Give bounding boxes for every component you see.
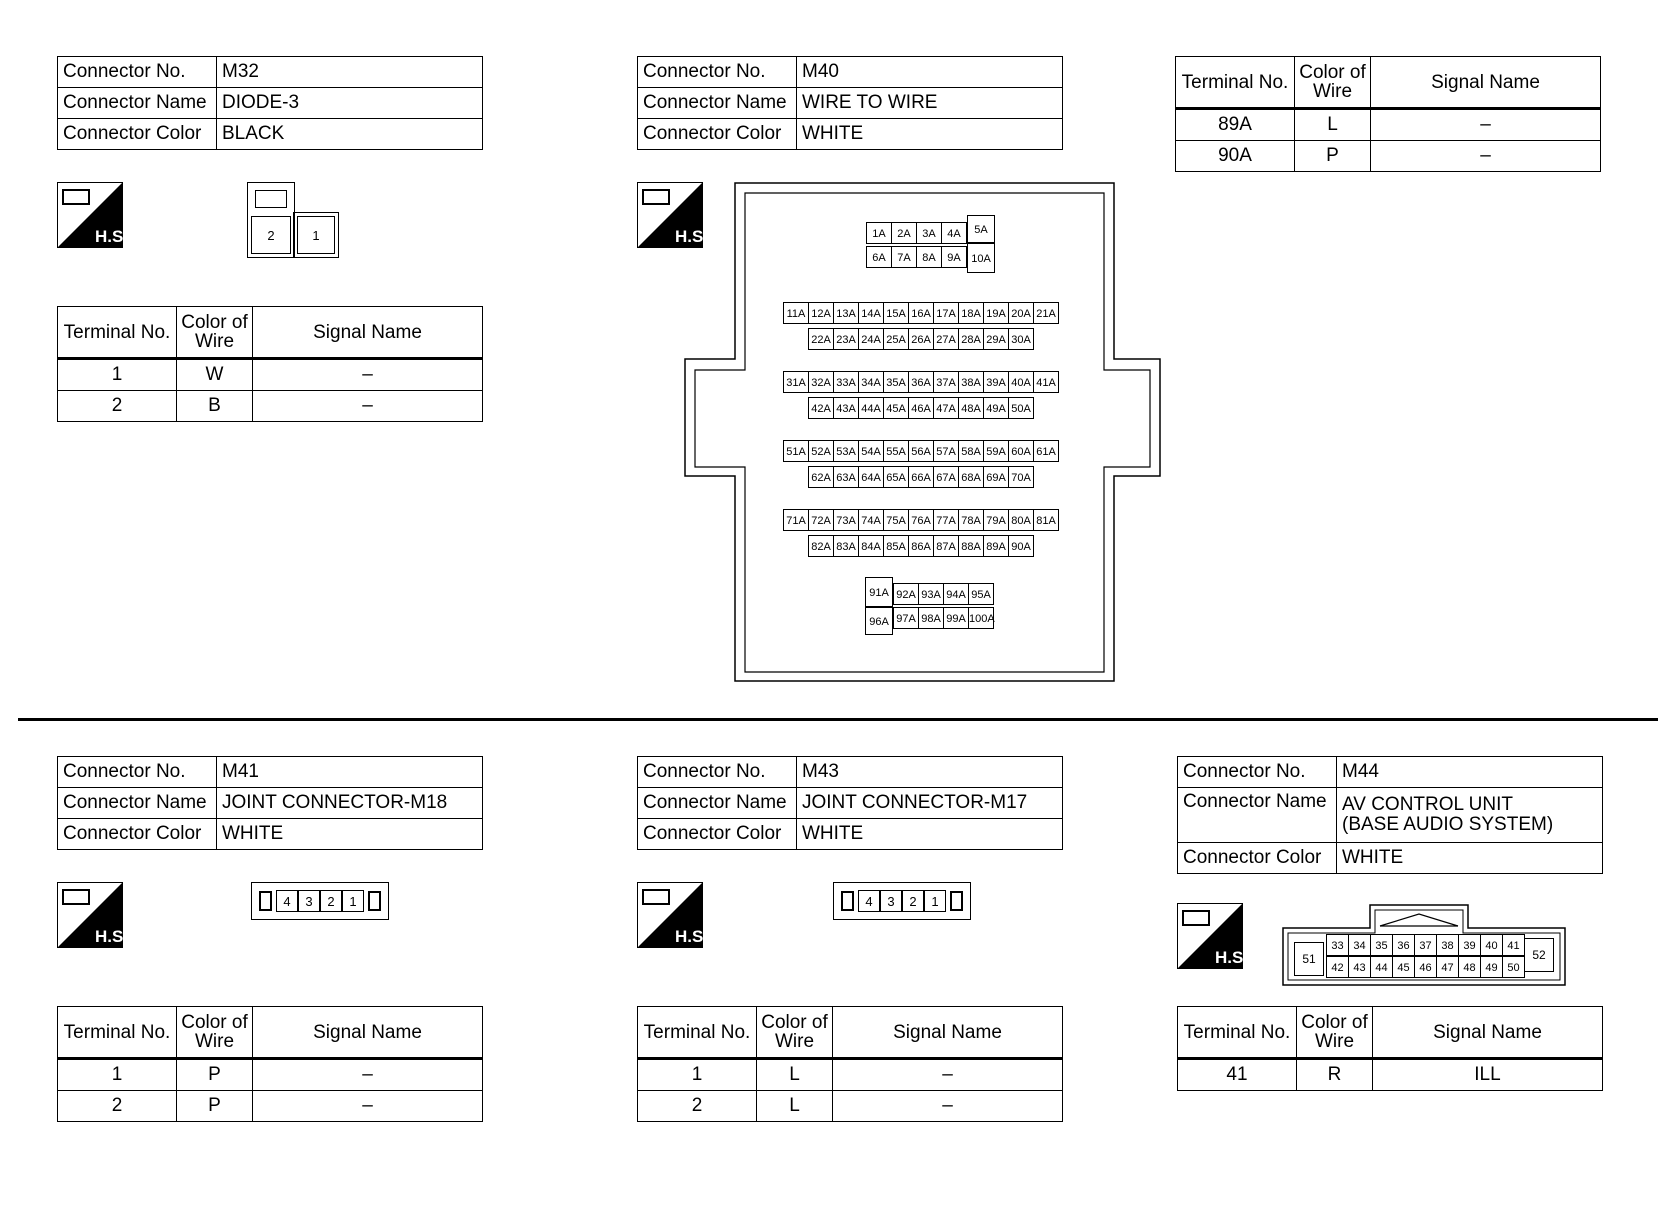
wire-color: P: [177, 1091, 253, 1122]
m40-pin: 9A: [941, 246, 967, 268]
table-row: [58, 1059, 483, 1091]
m43-pin: 2: [902, 890, 924, 912]
m44-pin: 35: [1370, 934, 1393, 956]
m40-no: M40: [797, 57, 1063, 88]
m40-pin: 62A: [808, 466, 834, 488]
m40-name: WIRE TO WIRE: [797, 88, 1063, 119]
m40-info-table: [637, 56, 1063, 150]
hs-label: H.S.: [675, 227, 709, 246]
wire-color: P: [1295, 141, 1371, 172]
m40-pin: 76A: [908, 509, 934, 531]
m43-name: JOINT CONNECTOR-M17: [797, 788, 1063, 819]
table-row: [638, 1091, 1063, 1122]
m44-pin: 38: [1436, 934, 1459, 956]
m43-color: WHITE: [797, 819, 1063, 850]
table-row: [1176, 109, 1601, 141]
m43-color-label: Connector Color: [638, 819, 797, 850]
m32-no-label: Connector No.: [58, 57, 217, 88]
m44-pin: 39: [1458, 934, 1481, 956]
m32-terminal-table: [57, 306, 483, 422]
table-row: [58, 359, 483, 391]
m44-pin: 46: [1414, 956, 1437, 978]
m40-pin: 68A: [958, 466, 984, 488]
m40-pin: 87A: [933, 535, 959, 557]
m40-pin: 23A: [833, 328, 859, 350]
hs-label: H.S.: [95, 227, 129, 246]
m40-pin: 67A: [933, 466, 959, 488]
m44-pin: 42: [1326, 956, 1349, 978]
m40-pin: 4A: [941, 222, 967, 244]
m40-pin: 54A: [858, 440, 884, 462]
m40-pin: 43A: [833, 397, 859, 419]
m40-pin: 6A: [866, 246, 892, 268]
wire-color: P: [177, 1059, 253, 1091]
m41-no: M41: [217, 757, 483, 788]
m40-pin: 49A: [983, 397, 1009, 419]
m40-pin: 95A: [968, 583, 994, 605]
m40-pin: 66A: [908, 466, 934, 488]
m40-pin: 13A: [833, 302, 859, 324]
m44-no-label: Connector No.: [1178, 757, 1337, 788]
m40-pin: 85A: [883, 535, 909, 557]
terminal-no-header: Terminal No.: [58, 307, 177, 359]
m44-name-line1: AV CONTROL UNIT: [1342, 794, 1514, 815]
hs-label: H.S.: [675, 927, 709, 946]
m40-pin: 8A: [916, 246, 942, 268]
m44-pin: 49: [1480, 956, 1503, 978]
m40-pin: 99A: [943, 607, 969, 629]
m40-pin: 91A: [865, 577, 893, 607]
m40-pin: 92A: [893, 583, 919, 605]
color-header-line2: Wire: [194, 1031, 235, 1052]
m40-name-label: Connector Name: [638, 88, 797, 119]
m41-color: WHITE: [217, 819, 483, 850]
m40-pin: 52A: [808, 440, 834, 462]
wire-color: B: [177, 391, 253, 422]
m40-pin: 83A: [833, 535, 859, 557]
m40-pin: 42A: [808, 397, 834, 419]
m40-no-label: Connector No.: [638, 57, 797, 88]
m43-name-label: Connector Name: [638, 788, 797, 819]
m40-pin: 31A: [783, 371, 809, 393]
m41-name: JOINT CONNECTOR-M18: [217, 788, 483, 819]
m44-pin: 43: [1348, 956, 1371, 978]
m40-pin: 25A: [883, 328, 909, 350]
m40-pin: 22A: [808, 328, 834, 350]
m40-pin: 1A: [866, 222, 892, 244]
signal-header: Signal Name: [833, 1007, 1063, 1059]
m40-terminal-table: [1175, 56, 1601, 172]
color-header-line2: Wire: [1312, 81, 1353, 102]
m40-pin: 96A: [865, 607, 893, 635]
m40-color-label: Connector Color: [638, 119, 797, 150]
m32-name: DIODE-3: [217, 88, 483, 119]
m40-pin: 65A: [883, 466, 909, 488]
color-header: [757, 1007, 833, 1059]
m44-pin: 41: [1502, 934, 1525, 956]
m41-terminal-table: [57, 1006, 483, 1122]
m40-pin: 81A: [1033, 509, 1059, 531]
color-header-line1: Color of: [181, 312, 248, 333]
m40-pin: 90A: [1008, 535, 1034, 557]
m40-pin: 47A: [933, 397, 959, 419]
wire-color: L: [757, 1059, 833, 1091]
color-header-line1: Color of: [181, 1012, 248, 1033]
m40-pin: 69A: [983, 466, 1009, 488]
color-header-line2: Wire: [1314, 1031, 1355, 1052]
signal-name: –: [253, 1091, 483, 1122]
m44-pin: 36: [1392, 934, 1415, 956]
terminal-no: 90A: [1176, 141, 1295, 172]
m44-pin: 51: [1294, 942, 1324, 976]
m40-pin: 20A: [1008, 302, 1034, 324]
hs-icon: [1177, 903, 1249, 969]
m44-pin: 40: [1480, 934, 1503, 956]
color-header-line1: Color of: [1299, 62, 1366, 83]
m44-color: WHITE: [1337, 843, 1603, 874]
hs-icon: [637, 882, 709, 948]
m44-pin: 50: [1502, 956, 1525, 978]
m40-pin: 40A: [1008, 371, 1034, 393]
m32-info-table: [57, 56, 483, 150]
table-row: [638, 1059, 1063, 1091]
signal-name: –: [253, 391, 483, 422]
m40-pin: 100A: [968, 607, 994, 629]
m40-pin: 21A: [1033, 302, 1059, 324]
color-header: [177, 307, 253, 359]
m40-pin: 53A: [833, 440, 859, 462]
wire-color: W: [177, 359, 253, 391]
m40-pin: 24A: [858, 328, 884, 350]
signal-name: –: [833, 1059, 1063, 1091]
signal-header: Signal Name: [253, 307, 483, 359]
m32-pin: 2: [251, 216, 291, 254]
m40-pin: 55A: [883, 440, 909, 462]
m40-pin: 80A: [1008, 509, 1034, 531]
m41-name-label: Connector Name: [58, 788, 217, 819]
color-header-line1: Color of: [761, 1012, 828, 1033]
m43-pin: 3: [880, 890, 902, 912]
m43-pin: 1: [924, 890, 946, 912]
m40-pin: 29A: [983, 328, 1009, 350]
m40-pin: 74A: [858, 509, 884, 531]
table-row: [1176, 141, 1601, 172]
m41-pin: 1: [342, 890, 364, 912]
terminal-no: 1: [58, 1059, 177, 1091]
m44-no: M44: [1337, 757, 1603, 788]
terminal-no: 2: [638, 1091, 757, 1122]
color-header-line2: Wire: [774, 1031, 815, 1052]
m41-connector-face: [251, 882, 389, 920]
m44-terminal-table: [1177, 1006, 1603, 1091]
m44-name: [1337, 788, 1603, 843]
terminal-no: 1: [58, 359, 177, 391]
hs-label: H.S.: [95, 927, 129, 946]
m40-pin: 56A: [908, 440, 934, 462]
m40-pin: 58A: [958, 440, 984, 462]
m40-pin: 75A: [883, 509, 909, 531]
m40-pin: 45A: [883, 397, 909, 419]
m40-pin: 79A: [983, 509, 1009, 531]
table-row: [58, 391, 483, 422]
terminal-no-header: Terminal No.: [58, 1007, 177, 1059]
m43-connector-face: [833, 882, 971, 920]
color-header: [1297, 1007, 1373, 1059]
m40-pin: 72A: [808, 509, 834, 531]
m40-pin: 5A: [967, 215, 995, 243]
signal-name: –: [1371, 109, 1601, 141]
m41-color-label: Connector Color: [58, 819, 217, 850]
m41-pin: 3: [298, 890, 320, 912]
m40-pin: 35A: [883, 371, 909, 393]
m43-no: M43: [797, 757, 1063, 788]
terminal-no: 2: [58, 391, 177, 422]
terminal-no: 41: [1178, 1059, 1297, 1091]
color-header: [177, 1007, 253, 1059]
m40-pin: 26A: [908, 328, 934, 350]
m40-pin: 71A: [783, 509, 809, 531]
section-divider: [18, 718, 1658, 721]
terminal-no: 89A: [1176, 109, 1295, 141]
m40-pin: 78A: [958, 509, 984, 531]
m40-pin: 14A: [858, 302, 884, 324]
m44-pin: 45: [1392, 956, 1415, 978]
m40-pin: 36A: [908, 371, 934, 393]
m40-pin: 59A: [983, 440, 1009, 462]
m40-pin: 17A: [933, 302, 959, 324]
wire-color: R: [1297, 1059, 1373, 1091]
m44-connector-face: [1282, 904, 1566, 986]
m40-pin: 44A: [858, 397, 884, 419]
signal-header: Signal Name: [253, 1007, 483, 1059]
terminal-no-header: Terminal No.: [1178, 1007, 1297, 1059]
m40-pin: 51A: [783, 440, 809, 462]
terminal-no: 1: [638, 1059, 757, 1091]
wire-color: L: [1295, 109, 1371, 141]
m40-pin: 86A: [908, 535, 934, 557]
m40-pin: 28A: [958, 328, 984, 350]
m41-pin: 2: [320, 890, 342, 912]
wire-color: L: [757, 1091, 833, 1122]
m40-pin: 89A: [983, 535, 1009, 557]
m40-pin: 32A: [808, 371, 834, 393]
m44-pin: 52: [1524, 938, 1554, 972]
m44-pin: 33: [1326, 934, 1349, 956]
m40-pin: 70A: [1008, 466, 1034, 488]
m44-info-table: [1177, 756, 1603, 874]
m41-pin: 4: [276, 890, 298, 912]
m40-pin: 38A: [958, 371, 984, 393]
m40-pin: 82A: [808, 535, 834, 557]
signal-name: –: [833, 1091, 1063, 1122]
m40-pin: 15A: [883, 302, 909, 324]
m40-pin: 39A: [983, 371, 1009, 393]
m44-pin: 34: [1348, 934, 1371, 956]
m43-no-label: Connector No.: [638, 757, 797, 788]
m32-connector-face: [247, 182, 339, 258]
m40-pin: 98A: [918, 607, 944, 629]
terminal-no: 2: [58, 1091, 177, 1122]
color-header-line2: Wire: [194, 331, 235, 352]
m32-color-label: Connector Color: [58, 119, 217, 150]
m40-connector-face: [684, 182, 1160, 682]
m43-pin: 4: [858, 890, 880, 912]
m40-pin: 12A: [808, 302, 834, 324]
table-row: [1178, 1059, 1603, 1091]
m40-pin: 16A: [908, 302, 934, 324]
m40-pin: 2A: [891, 222, 917, 244]
m40-pin: 7A: [891, 246, 917, 268]
signal-name: –: [1371, 141, 1601, 172]
m43-info-table: [637, 756, 1063, 850]
m44-name-line2: (BASE AUDIO SYSTEM): [1342, 814, 1554, 835]
m40-pin: 77A: [933, 509, 959, 531]
m40-pin: 64A: [858, 466, 884, 488]
m40-pin: 30A: [1008, 328, 1034, 350]
m40-pin: 57A: [933, 440, 959, 462]
m40-pin: 61A: [1033, 440, 1059, 462]
m40-pin: 11A: [783, 302, 809, 324]
m32-pin: 1: [297, 216, 335, 254]
m41-info-table: [57, 756, 483, 850]
m44-pin: 44: [1370, 956, 1393, 978]
m40-pin: 48A: [958, 397, 984, 419]
m40-pin: 18A: [958, 302, 984, 324]
m40-pin: 50A: [1008, 397, 1034, 419]
signal-name: ILL: [1373, 1059, 1603, 1091]
m40-pin: 41A: [1033, 371, 1059, 393]
signal-header: Signal Name: [1371, 57, 1601, 109]
terminal-no-header: Terminal No.: [638, 1007, 757, 1059]
m40-color: WHITE: [797, 119, 1063, 150]
hs-icon: [57, 182, 129, 248]
signal-name: –: [253, 359, 483, 391]
m40-pin: 27A: [933, 328, 959, 350]
m40-pin: 88A: [958, 535, 984, 557]
m40-pin: 93A: [918, 583, 944, 605]
m40-pin: 3A: [916, 222, 942, 244]
m32-name-label: Connector Name: [58, 88, 217, 119]
m40-pin: 60A: [1008, 440, 1034, 462]
color-header: [1295, 57, 1371, 109]
table-row: [58, 1091, 483, 1122]
m41-no-label: Connector No.: [58, 757, 217, 788]
m40-pin: 34A: [858, 371, 884, 393]
signal-header: Signal Name: [1373, 1007, 1603, 1059]
m32-no: M32: [217, 57, 483, 88]
m44-pin: 37: [1414, 934, 1437, 956]
m43-terminal-table: [637, 1006, 1063, 1122]
m40-pin: 84A: [858, 535, 884, 557]
m40-pin: 63A: [833, 466, 859, 488]
m40-pin: 33A: [833, 371, 859, 393]
m40-pin: 46A: [908, 397, 934, 419]
hs-label: H.S.: [1215, 948, 1249, 967]
m44-color-label: Connector Color: [1178, 843, 1337, 874]
m40-pin: 19A: [983, 302, 1009, 324]
m44-name-label: Connector Name: [1178, 788, 1337, 843]
hs-icon: [57, 882, 129, 948]
m40-pin: 94A: [943, 583, 969, 605]
m40-pin: 10A: [967, 243, 995, 273]
color-header-line1: Color of: [1301, 1012, 1368, 1033]
terminal-no-header: Terminal No.: [1176, 57, 1295, 109]
m32-color: BLACK: [217, 119, 483, 150]
m40-pin: 97A: [893, 607, 919, 629]
m40-pin: 37A: [933, 371, 959, 393]
m44-pin: 48: [1458, 956, 1481, 978]
m44-pin: 47: [1436, 956, 1459, 978]
signal-name: –: [253, 1059, 483, 1091]
m40-pin: 73A: [833, 509, 859, 531]
